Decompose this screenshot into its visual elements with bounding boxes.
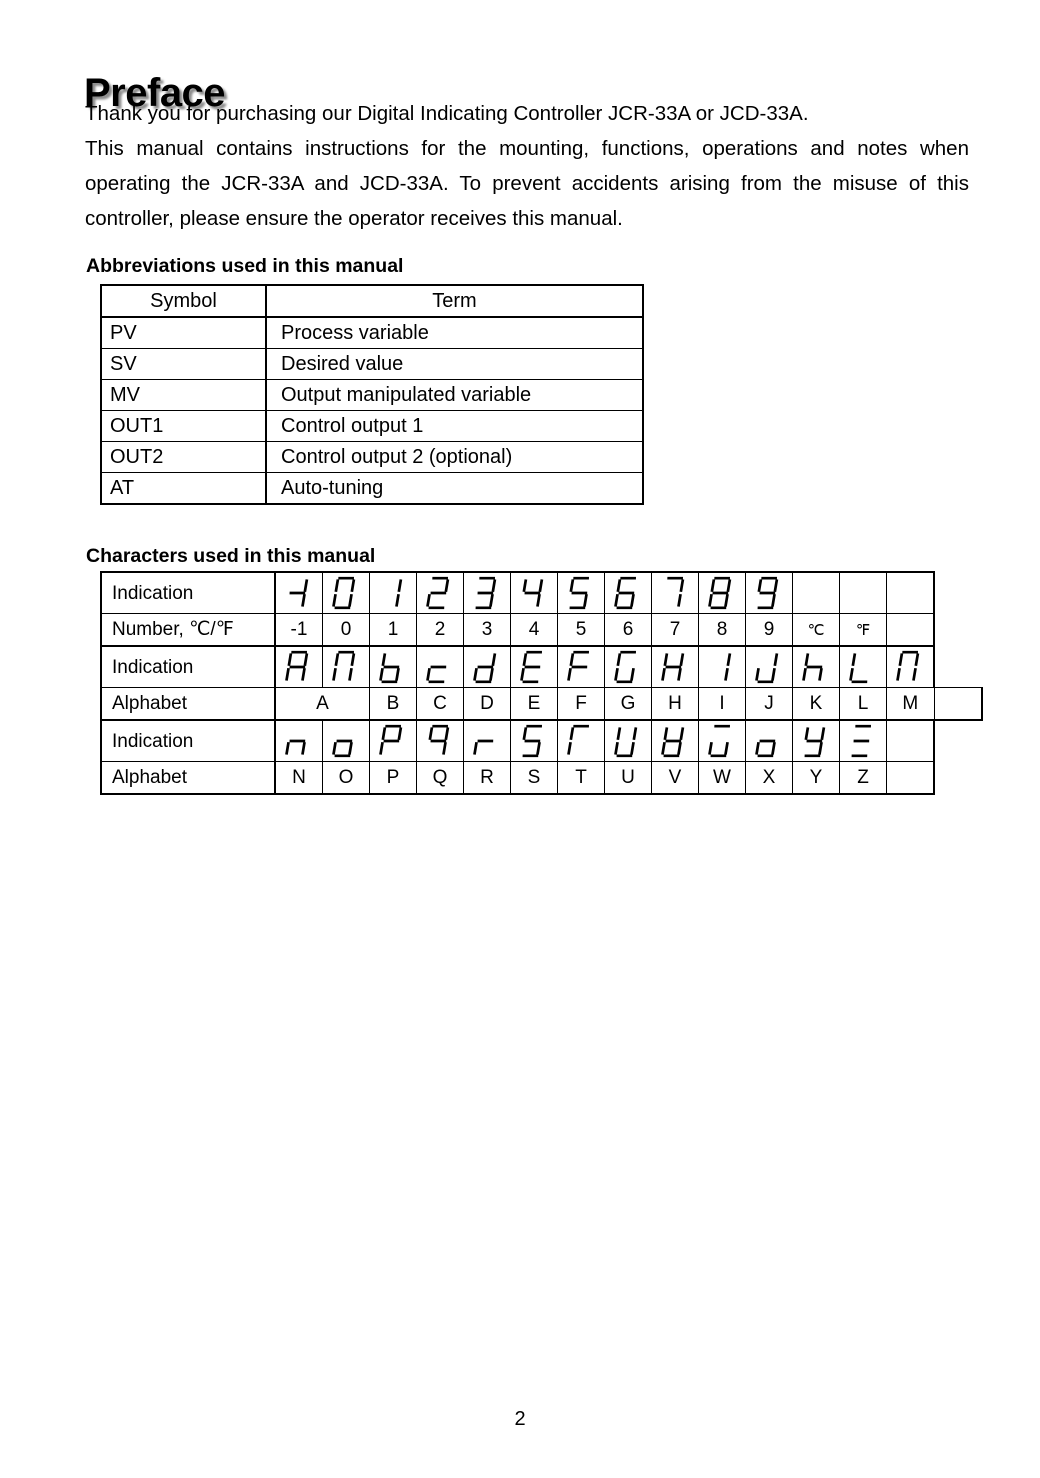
number-row: [101, 614, 982, 647]
table-row: [101, 473, 643, 505]
indication-glyph-cell: [652, 720, 699, 762]
indication-glyph-cell: [275, 572, 323, 614]
indication-glyph-cell: [558, 572, 605, 614]
indication-glyph-cell: [840, 646, 887, 688]
indication-glyph-cell: [370, 646, 417, 688]
intro-paragraph-1: Thank you for purchasing our Digital Indicating Controller JCR-33A or JCD-33A.: [85, 102, 809, 125]
indication-glyph-cell: [370, 720, 417, 762]
indication-glyph-cell: [511, 646, 558, 688]
value-cell: Z: [840, 762, 887, 795]
value-cell: -1: [275, 614, 323, 647]
indication-glyph-cell: [511, 720, 558, 762]
intro-text-block: [85, 96, 969, 236]
value-cell: F: [558, 688, 605, 721]
indication-row: [101, 646, 982, 688]
row-label-alphabet: Alphabet: [101, 762, 275, 795]
indication-glyph-cell: [605, 572, 652, 614]
indication-glyph-cell: [605, 646, 652, 688]
alphabet-row: [101, 688, 982, 721]
indication-empty-cell: [793, 572, 840, 614]
value-empty-cell: [887, 762, 935, 795]
indication-glyph-cell: [370, 572, 417, 614]
indication-glyph-cell: [558, 646, 605, 688]
value-cell: [840, 614, 887, 647]
value-cell: Q: [417, 762, 464, 795]
value-cell: K: [793, 688, 840, 721]
indication-row: [101, 572, 982, 614]
cell-symbol: SV: [101, 349, 266, 380]
cell-symbol: MV: [101, 380, 266, 411]
indication-empty-cell: [887, 720, 935, 762]
row-label-indication: Indication: [101, 720, 275, 762]
cell-term: Output manipulated variable: [266, 380, 643, 411]
value-cell: M: [887, 688, 935, 721]
indication-glyph-cell: [699, 720, 746, 762]
value-cell: 2: [417, 614, 464, 647]
value-cell: G: [605, 688, 652, 721]
value-empty-cell: [934, 688, 982, 721]
indication-glyph-cell: [323, 572, 370, 614]
indication-glyph-cell: [746, 572, 793, 614]
table-row: [101, 317, 643, 349]
indication-glyph-cell: [605, 720, 652, 762]
value-cell: H: [652, 688, 699, 721]
value-cell: C: [417, 688, 464, 721]
cell-symbol: OUT2: [101, 442, 266, 473]
value-cell: X: [746, 762, 793, 795]
celsius-symbol: ℃: [807, 623, 825, 639]
page-number: 2: [514, 1408, 526, 1430]
indication-glyph-cell: [323, 720, 370, 762]
value-cell: B: [370, 688, 417, 721]
value-cell: 3: [464, 614, 511, 647]
cell-symbol: OUT1: [101, 411, 266, 442]
row-label-indication: Indication: [101, 646, 275, 688]
indication-glyph-cell: [464, 720, 511, 762]
abbreviations-caption: Abbreviations used in this manual: [86, 255, 404, 277]
indication-glyph-cell: [652, 646, 699, 688]
cell-term: Auto-tuning: [266, 473, 643, 505]
value-cell: V: [652, 762, 699, 795]
value-cell: D: [464, 688, 511, 721]
value-cell: 0: [323, 614, 370, 647]
indication-row: [101, 720, 982, 762]
column-header-symbol: Symbol: [101, 285, 266, 317]
cell-term: Control output 1: [266, 411, 643, 442]
page-title: Preface: [84, 70, 226, 115]
indication-glyph-cell: [652, 572, 699, 614]
indication-glyph-cell: [746, 646, 793, 688]
value-empty-cell: [887, 614, 935, 647]
alphabet-row: [101, 762, 982, 795]
cell-symbol: PV: [101, 317, 266, 349]
value-cell: W: [699, 762, 746, 795]
indication-glyph-cell: [699, 572, 746, 614]
table-header-row: [101, 285, 643, 317]
row-label-indication: Indication: [101, 572, 275, 614]
column-header-term: Term: [266, 285, 643, 317]
value-cell: 4: [511, 614, 558, 647]
indication-glyph-cell: [464, 572, 511, 614]
table-row: [101, 349, 643, 380]
indication-glyph-cell: [511, 572, 558, 614]
indication-glyph-cell: [417, 646, 464, 688]
value-cell: P: [370, 762, 417, 795]
intro-paragraph-2: [85, 131, 969, 236]
indication-glyph-cell: [275, 646, 323, 688]
indication-glyph-cell: [699, 646, 746, 688]
value-cell: E: [511, 688, 558, 721]
value-cell: [793, 614, 840, 647]
fahrenheit-symbol: ℉: [855, 623, 871, 639]
table-row: [101, 411, 643, 442]
row-label-number: Number, ℃/℉: [101, 614, 275, 647]
value-cell: U: [605, 762, 652, 795]
value-cell: T: [558, 762, 605, 795]
indication-glyph-cell: [887, 646, 935, 688]
cell-term: Control output 2 (optional): [266, 442, 643, 473]
table-row: [101, 380, 643, 411]
indication-glyph-cell: [417, 720, 464, 762]
value-cell: I: [699, 688, 746, 721]
abbreviations-table: [100, 284, 644, 505]
intro-paragraph-2-text: This manual contains instructions for the mounting, functions, operations and notes when operating the JCR-33A and JCD-33A. To prevent accidents arising from the misuse of this controller, please ensure the operator receives this manual.: [85, 137, 969, 230]
characters-table: [100, 571, 983, 795]
value-cell: L: [840, 688, 887, 721]
indication-glyph-cell: [793, 720, 840, 762]
value-cell: A: [275, 688, 370, 721]
indication-glyph-cell: [323, 646, 370, 688]
indication-glyph-cell: [840, 720, 887, 762]
row-label-alphabet: Alphabet: [101, 688, 275, 721]
indication-glyph-cell: [558, 720, 605, 762]
value-cell: 5: [558, 614, 605, 647]
value-cell: R: [464, 762, 511, 795]
indication-glyph-cell: [793, 646, 840, 688]
value-cell: J: [746, 688, 793, 721]
value-cell: 6: [605, 614, 652, 647]
value-cell: O: [323, 762, 370, 795]
value-cell: N: [275, 762, 323, 795]
indication-empty-cell: [840, 572, 887, 614]
cell-term: Desired value: [266, 349, 643, 380]
value-cell: S: [511, 762, 558, 795]
value-cell: 1: [370, 614, 417, 647]
indication-glyph-cell: [275, 720, 323, 762]
indication-glyph-cell: [746, 720, 793, 762]
cell-symbol: AT: [101, 473, 266, 505]
table-row: [101, 442, 643, 473]
characters-caption: Characters used in this manual: [86, 545, 376, 567]
indication-empty-cell: [887, 572, 935, 614]
value-cell: 8: [699, 614, 746, 647]
cell-term: Process variable: [266, 317, 643, 349]
value-cell: 9: [746, 614, 793, 647]
value-cell: 7: [652, 614, 699, 647]
indication-glyph-cell: [417, 572, 464, 614]
indication-glyph-cell: [464, 646, 511, 688]
value-cell: Y: [793, 762, 840, 795]
